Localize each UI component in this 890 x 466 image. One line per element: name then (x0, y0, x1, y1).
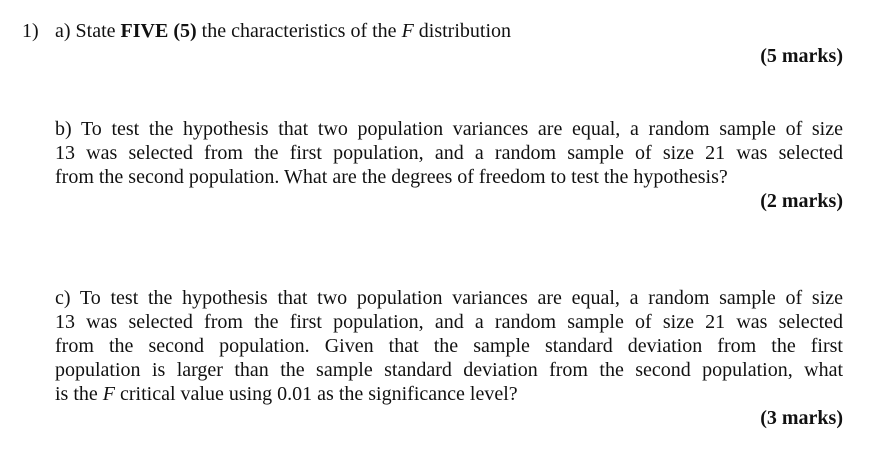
part-c-last-italic: F (102, 383, 115, 405)
question-number: 1) (22, 20, 39, 42)
part-b-line: from the second population. What are the degrees of freedom to test the hypothesis? (55, 166, 728, 188)
part-c-last-text-1: is the (55, 383, 98, 405)
part-b-line: b) To test the hypothesis that two population variances are equal, a random sample of size (55, 118, 843, 140)
part-c-last-line (55, 382, 843, 406)
part-c-marks: (3 marks) (760, 407, 843, 429)
part-a-label: a) (55, 20, 71, 42)
part-b-marks: (2 marks) (760, 190, 843, 212)
part-b-paragraph (55, 117, 843, 189)
part-a-text-3: distribution (418, 20, 512, 42)
part-a-text-2: the characteristics of the (201, 20, 397, 42)
part-b-line: 13 was selected from the first population, and a random sample of size 21 was selected (55, 142, 843, 164)
part-a-line (55, 19, 511, 43)
part-c-line: 13 was selected from the first population, and a random sample of size 21 was selected (55, 311, 843, 333)
part-a-text-1: State (75, 20, 116, 42)
part-c-paragraph (55, 286, 843, 406)
part-c-line: c) To test the hypothesis that two population variances are equal, a random sample of size (55, 287, 843, 309)
part-a-marks: (5 marks) (760, 45, 843, 67)
part-a-text-italic: F (401, 20, 414, 42)
part-c-line: from the second population. Given that the sample standard deviation from the first (55, 335, 843, 357)
part-c-line: population is larger than the sample standard deviation from the second population, what (55, 359, 843, 381)
part-a-text-bold: FIVE (5) (120, 20, 197, 42)
part-c-last-text-2: critical value using 0.01 as the significance level? (120, 383, 518, 405)
